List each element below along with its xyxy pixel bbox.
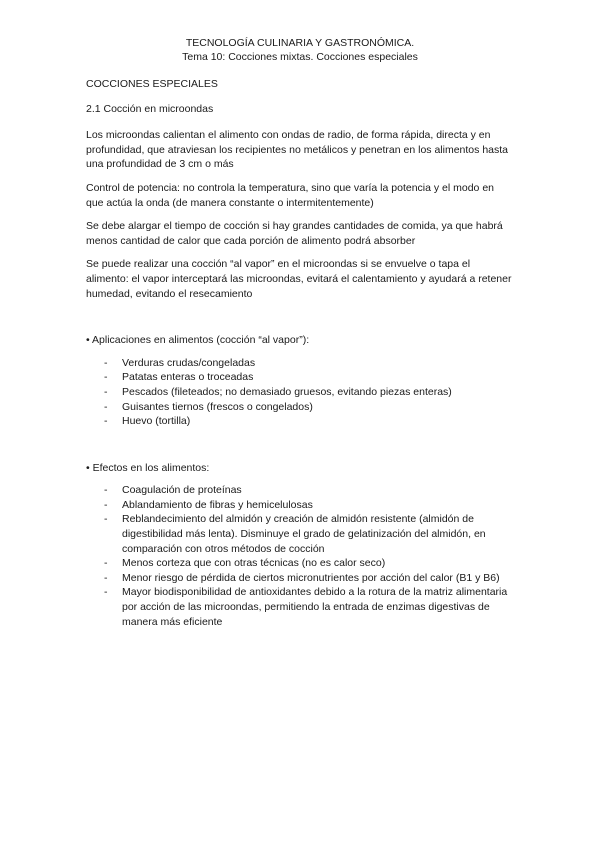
list-item: - Verduras crudas/congeladas [104, 356, 514, 371]
effects-list [86, 483, 514, 629]
list-item: - Pescados (fileteados; no demasiado gruesos, evitando piezas enteras) [104, 385, 514, 400]
applications-heading: • Aplicaciones en alimentos (cocción “al vapor”): [86, 334, 310, 347]
effects-heading: • Efectos en los alimentos: [86, 461, 210, 474]
list-item: - Guisantes tiernos (frescos o congelados) [104, 400, 514, 415]
list-item: - Coagulación de proteínas [104, 483, 514, 498]
list-item: - Menor riesgo de pérdida de ciertos micronutrientes por acción del calor (B1 y B6) [104, 571, 514, 586]
list-item: - Patatas enteras o troceadas [104, 370, 514, 385]
paragraph: Se puede realizar una cocción “al vapor” en el microondas si se envuelve o tapa el alimento: el vapor interceptará las microondas, evitará el calentamiento y ayudará a retener humedad, evitando el resecamiento [86, 258, 512, 300]
document-body [86, 77, 514, 629]
paragraph: Se debe alargar el tiempo de cocción si hay grandes cantidades de comida, ya que habrá menos cantidad de calor que cada porción de alimento podrá absorber [86, 220, 503, 247]
list-item: - Ablandamiento de fibras y hemicelulosas [104, 498, 514, 513]
list-item: - Huevo (tortilla) [104, 414, 514, 429]
header-topic-title: Tema 10: Cocciones mixtas. Cocciones especiales [182, 50, 418, 63]
list-item: - Reblandecimiento del almidón y creación de almidón resistente (almidón de digestibilidad más lenta). Disminuye el grado de gelatinización del almidón, en comparación con otros métodos de cocción [104, 512, 514, 556]
paragraph: Control de potencia: no controla la temperatura, sino que varía la potencia y el modo en que actúa la onda (de manera constante o intermitentemente) [86, 181, 494, 209]
list-item: - Menos corteza que con otras técnicas (no es calor seco) [104, 556, 514, 571]
paragraph: Los microondas calientan el alimento con ondas de radio, de forma rápida, directa y en profundidad, que atraviesan los recipientes no metálicos y penetran en los alimentos hasta una profundidad de 3 cm o más [86, 129, 509, 171]
subsection-title: 2.1 Cocción en microondas [86, 102, 214, 115]
section-title: COCCIONES ESPECIALES [86, 78, 218, 90]
header-course-title: TECNOLOGÍA CULINARIA Y GASTRONÓMICA. [185, 37, 415, 49]
document-header [0, 37, 600, 64]
applications-list [86, 356, 514, 429]
list-item: - Mayor biodisponibilidad de antioxidantes debido a la rotura de la matriz alimentaria por acción de las microondas, permitiendo la entrada de enzimas digestivas de manera más eficiente [104, 585, 514, 629]
